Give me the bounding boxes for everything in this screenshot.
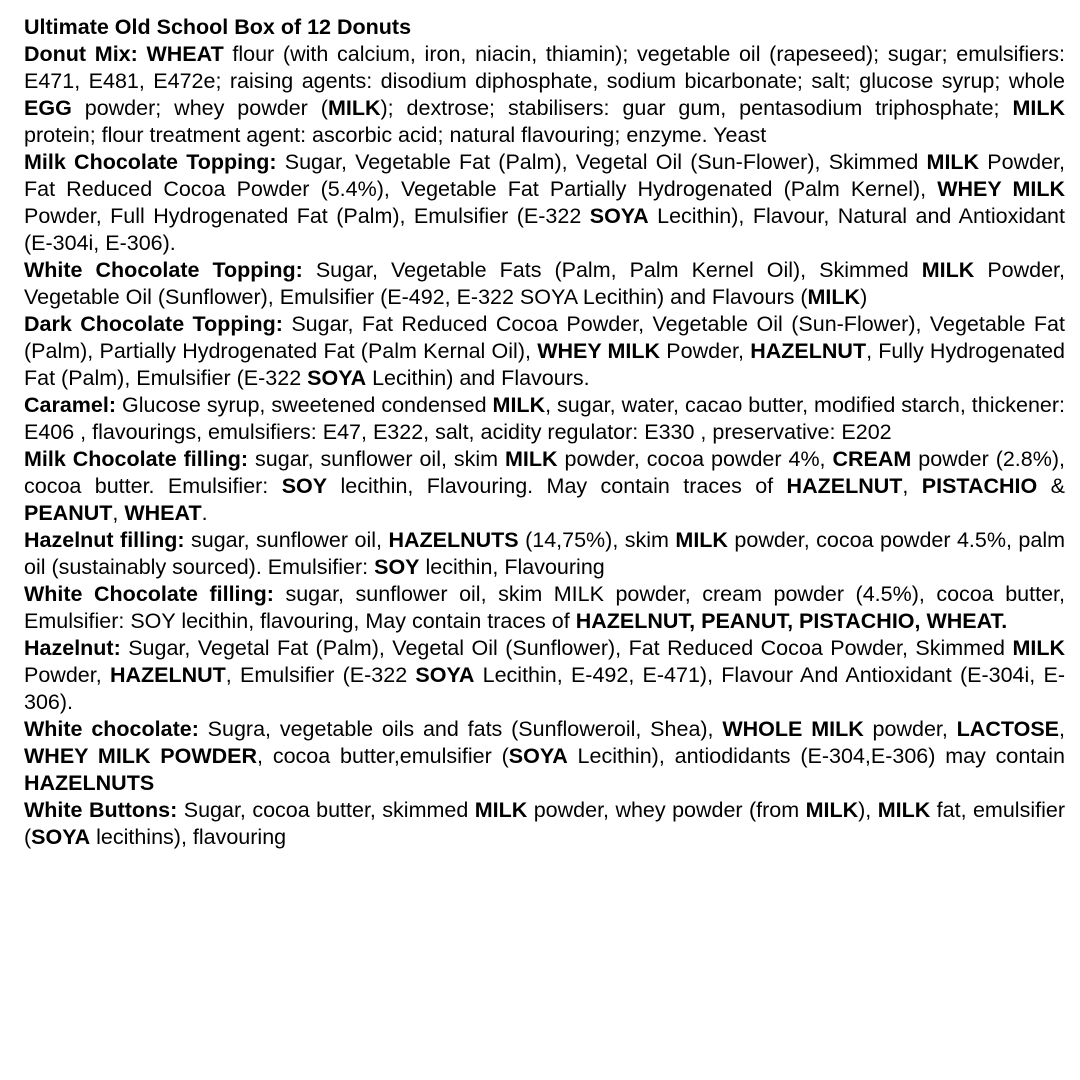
paragraph-white-chocolate <box>24 716 1065 797</box>
ingredient-text: ) <box>860 285 868 309</box>
ingredient-text: powder, cocoa powder 4%, <box>557 447 833 471</box>
allergen-text: HAZELNUT <box>750 339 867 363</box>
allergen-text: Donut Mix: WHEAT <box>24 42 224 66</box>
ingredient-text: Powder, Full Hydrogenated Fat (Palm), Emulsifier (E-322 <box>24 204 590 228</box>
ingredient-text: Lecithin), antiodidants (E-304,E-306) may contain <box>567 744 1065 768</box>
paragraph-white-buttons <box>24 797 1065 851</box>
paragraph-hazelnut-filling <box>24 527 1065 581</box>
ingredient-text: Powder, Fat Reduced Cocoa Powder (5.4%), Vegetable Fat Partially Hydrogenated (Palm Kernel), <box>24 150 1065 201</box>
allergen-text: Hazelnut: <box>24 636 121 660</box>
ingredients-label <box>24 14 1065 851</box>
allergen-text: White Buttons: <box>24 798 178 822</box>
ingredient-text: , Fully Hydrogenated Fat (Palm), Emulsifier (E-322 <box>24 339 1065 390</box>
ingredient-text: protein; flour treatment agent: ascorbic acid; natural flavouring; enzyme. Yeast <box>24 123 767 147</box>
allergen-text: MILK <box>327 96 381 120</box>
ingredient-text: powder, whey powder (from <box>527 798 806 822</box>
paragraph-white-chocolate-topping <box>24 257 1065 311</box>
allergen-text: MILK <box>926 150 980 174</box>
ingredient-text: powder (2.8%), cocoa butter. Emulsifier: <box>24 447 1065 498</box>
allergen-text: Milk Chocolate filling: <box>24 447 249 471</box>
ingredients-list <box>24 41 1065 851</box>
allergen-text: HAZELNUT <box>786 474 903 498</box>
allergen-text: HAZELNUT, PEANUT, PISTACHIO, WHEAT. <box>575 609 1008 633</box>
ingredient-text: lecithin, Flavouring <box>419 555 605 579</box>
allergen-text: HAZELNUTS <box>24 771 155 795</box>
ingredient-text: Sugar, Fat Reduced Cocoa Powder, Vegetable Oil (Sun-Flower), Vegetable Fat (Palm), Partially Hydrogenated Fat (Palm Kernal Oil), <box>24 312 1065 363</box>
ingredient-text: , cocoa butter,emulsifier ( <box>257 744 509 768</box>
ingredient-text: fat, emulsifier ( <box>24 798 1065 849</box>
ingredient-text: Lecithin), Flavour, Natural and Antioxidant (E-304i, E-306). <box>24 204 1065 255</box>
allergen-text: WHEY MILK <box>537 339 661 363</box>
allergen-text: WHOLE MILK <box>722 717 864 741</box>
allergen-text: MILK <box>492 393 546 417</box>
allergen-text: HAZELNUT <box>109 663 226 687</box>
allergen-text: White Chocolate Topping: <box>24 258 303 282</box>
ingredient-text: Powder, <box>24 663 110 687</box>
ingredient-text: sugar, sunflower oil, skim MILK powder, cream powder (4.5%), cocoa butter, Emulsifier: SOY lecithin, flavouring, May contain traces of <box>24 582 1065 633</box>
allergen-text: WHEAT <box>124 501 202 525</box>
allergen-text: SOY <box>374 555 420 579</box>
ingredient-text: powder, <box>863 717 957 741</box>
ingredient-text: Sugar, cocoa butter, skimmed <box>177 798 475 822</box>
paragraph-milk-chocolate-topping <box>24 149 1065 257</box>
ingredient-text: sugar, sunflower oil, skim <box>248 447 506 471</box>
allergen-text: White Chocolate filling: <box>24 582 274 606</box>
ingredient-text: flour (with calcium, iron, niacin, thiamin); vegetable oil (rapeseed); sugar; emulsifiers: E471, E481, E472e; raising agents: disodium diphosphate, sodium bicarbonate; salt; glucose syrup; whole <box>24 42 1065 93</box>
allergen-text: LACTOSE <box>956 717 1060 741</box>
ingredient-text: Sugra, vegetable oils and fats (Sunfloweroil, Shea), <box>198 717 723 741</box>
paragraph-dark-chocolate-topping <box>24 311 1065 392</box>
ingredient-text: , Emulsifier (E-322 <box>225 663 416 687</box>
paragraph-white-chocolate-filling <box>24 581 1065 635</box>
allergen-text: HAZELNUTS <box>388 528 519 552</box>
allergen-text: SOYA <box>31 825 91 849</box>
ingredient-text: Lecithin, E-492, E-471), Flavour And Antioxidant (E-304i, E-306). <box>24 663 1065 714</box>
allergen-text: SOYA <box>415 663 475 687</box>
ingredient-text: Sugar, Vegetable Fats (Palm, Palm Kernel Oil), Skimmed <box>302 258 922 282</box>
ingredient-text: lecithin, Flavouring. May contain traces of <box>327 474 787 498</box>
paragraph-milk-chocolate-filling <box>24 446 1065 527</box>
allergen-text: MILK <box>505 447 558 471</box>
ingredient-text: Glucose syrup, sweetened condensed <box>116 393 493 417</box>
ingredient-text: & <box>1037 474 1065 498</box>
allergen-text: PEANUT <box>24 501 113 525</box>
allergen-text: Dark Chocolate Topping: <box>24 312 283 336</box>
allergen-text: CREAM <box>832 447 912 471</box>
allergen-text: Milk Chocolate Topping: <box>24 150 277 174</box>
allergen-text: Hazelnut filling: <box>24 528 185 552</box>
allergen-text: PISTACHIO <box>921 474 1038 498</box>
allergen-text: MILK <box>877 798 931 822</box>
allergen-text: MILK <box>1012 636 1065 660</box>
ingredient-text: . <box>201 501 208 525</box>
allergen-text: SOYA <box>589 204 649 228</box>
ingredient-text: Lecithin) and Flavours. <box>366 366 590 390</box>
ingredient-text: Powder, <box>660 339 751 363</box>
allergen-text: MILK <box>921 258 975 282</box>
allergen-text: SOYA <box>508 744 568 768</box>
paragraph-hazelnut <box>24 635 1065 716</box>
ingredient-text: , sugar, water, cacao butter, modified starch, thickener: E406 , flavourings, emulsifiers: E47, E322, salt, acidity regulator: E330 , preservative: E202 <box>24 393 1066 444</box>
ingredient-text: ); dextrose; stabilisers: guar gum, pentasodium triphosphate; <box>380 96 1013 120</box>
ingredient-text: powder, cocoa powder 4.5%, palm oil (sustainably sourced). Emulsifier: <box>24 528 1066 579</box>
ingredient-text: Powder, Vegetable Oil (Sunflower), Emulsifier (E-492, E-322 SOYA Lecithin) and Flavours ( <box>24 258 1066 309</box>
allergen-text: WHEY MILK POWDER <box>24 744 258 768</box>
allergen-text: Caramel: <box>24 393 117 417</box>
ingredient-text: Sugar, Vegetable Fat (Palm), Vegetal Oil (Sun-Flower), Skimmed <box>276 150 927 174</box>
allergen-text: White chocolate: <box>24 717 199 741</box>
paragraph-caramel <box>24 392 1065 446</box>
ingredient-text: powder; whey powder ( <box>71 96 328 120</box>
ingredient-text: , <box>1059 717 1065 741</box>
paragraph-donut-mix <box>24 41 1065 149</box>
ingredient-text: (14,75%), skim <box>518 528 676 552</box>
allergen-text: MILK <box>1012 96 1066 120</box>
ingredient-text: , <box>112 501 125 525</box>
allergen-text: SOYA <box>307 366 367 390</box>
allergen-text: MILK <box>675 528 728 552</box>
allergen-text: MILK <box>474 798 528 822</box>
allergen-text: EGG <box>24 96 72 120</box>
allergen-text: MILK <box>807 285 861 309</box>
product-title: Ultimate Old School Box of 12 Donuts <box>24 15 412 39</box>
ingredient-text: sugar, sunflower oil, <box>184 528 389 552</box>
allergen-text: MILK <box>805 798 859 822</box>
allergen-text: WHEY MILK <box>937 177 1065 201</box>
ingredient-text: lecithins), flavouring <box>90 825 287 849</box>
ingredient-text: ), <box>858 798 878 822</box>
ingredient-text: Sugar, Vegetal Fat (Palm), Vegetal Oil (Sunflower), Fat Reduced Cocoa Powder, Skimmed <box>120 636 1013 660</box>
ingredient-text: , <box>902 474 922 498</box>
allergen-text: SOY <box>281 474 328 498</box>
